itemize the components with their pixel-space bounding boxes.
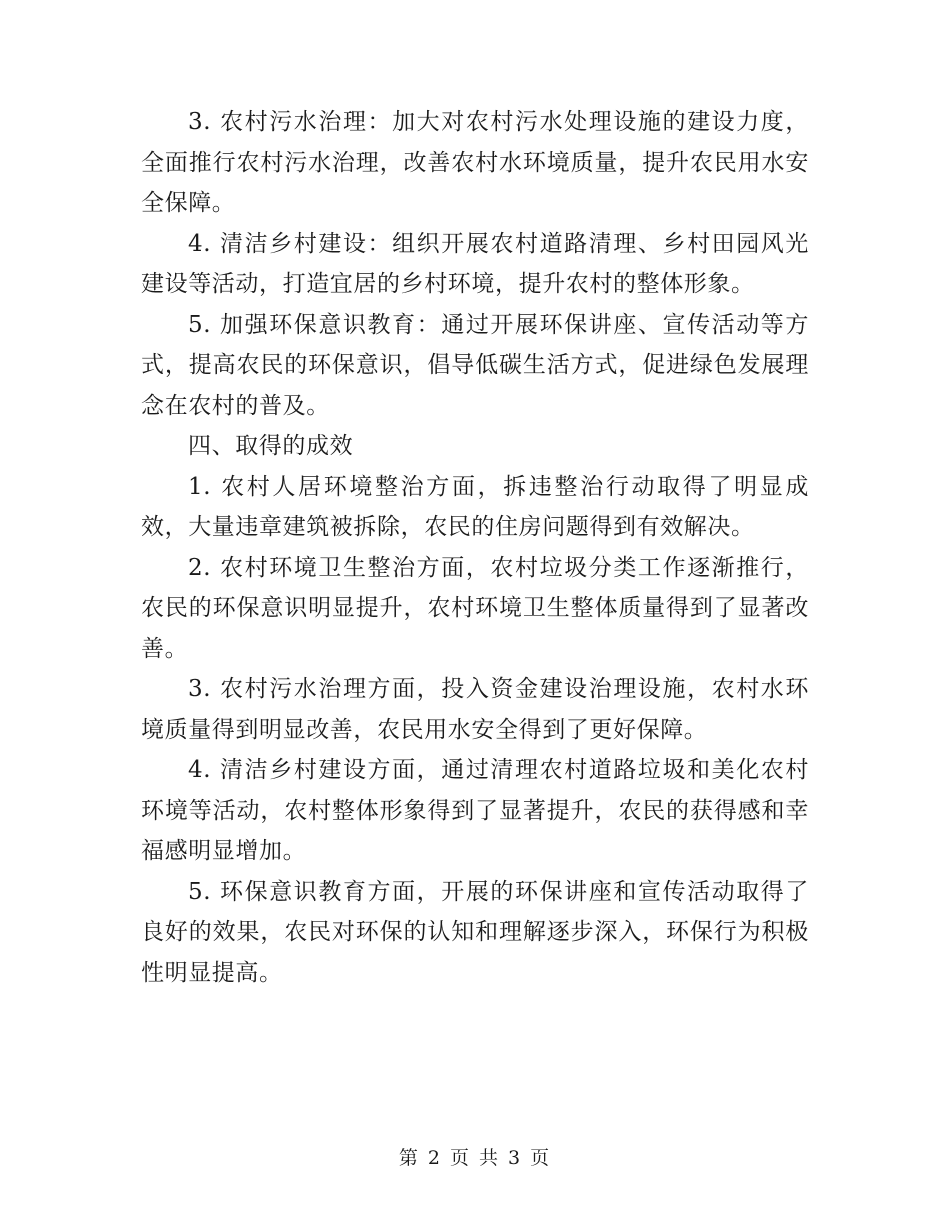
- section-heading-achievements: 四、取得的成效: [188, 433, 354, 459]
- paragraph-achievement-living-environment: 1. 农村人居环境整治方面，拆违整治行动取得了明显成效，大量违章建筑被拆除，农民的住房问题得到有效解决。: [141, 473, 809, 540]
- page-number-footer: 第 2 页 共 3 页: [398, 1147, 552, 1169]
- paragraph-environmental-education: 5. 加强环保意识教育：通过开展环保讲座、宣传活动等方式，提高农民的环保意识，倡导低碳生活方式，促进绿色发展理念在农村的普及。: [141, 311, 809, 419]
- paragraph-achievement-sanitation: 2. 农村环境卫生整治方面，农村垃圾分类工作逐渐推行，农民的环保意识明显提升，农村环境卫生整体质量得到了显著改善。: [141, 554, 809, 662]
- document-body: [141, 102, 809, 993]
- paragraph-achievement-sewage: 3. 农村污水治理方面，投入资金建设治理设施，农村水环境质量得到明显改善，农民用水安全得到了更好保障。: [141, 676, 809, 743]
- paragraph-rural-sewage-treatment: 3. 农村污水治理：加大对农村污水处理设施的建设力度，全面推行农村污水治理，改善农村水环境质量，提升农民用水安全保障。: [141, 109, 809, 216]
- paragraph-achievement-education: 5. 环保意识教育方面，开展的环保讲座和宣传活动取得了良好的效果，农民对环保的认知和理解逐步深入，环保行为积极性明显提高。: [141, 878, 809, 986]
- paragraph-clean-village-construction: 4. 清洁乡村建设：组织开展农村道路清理、乡村田园风光建设等活动，打造宜居的乡村环境，提升农村的整体形象。: [141, 230, 809, 297]
- paragraph-achievement-clean-village: 4. 清洁乡村建设方面，通过清理农村道路垃圾和美化农村环境等活动，农村整体形象得到了显著提升，农民的获得感和幸福感明显增加。: [141, 757, 809, 864]
